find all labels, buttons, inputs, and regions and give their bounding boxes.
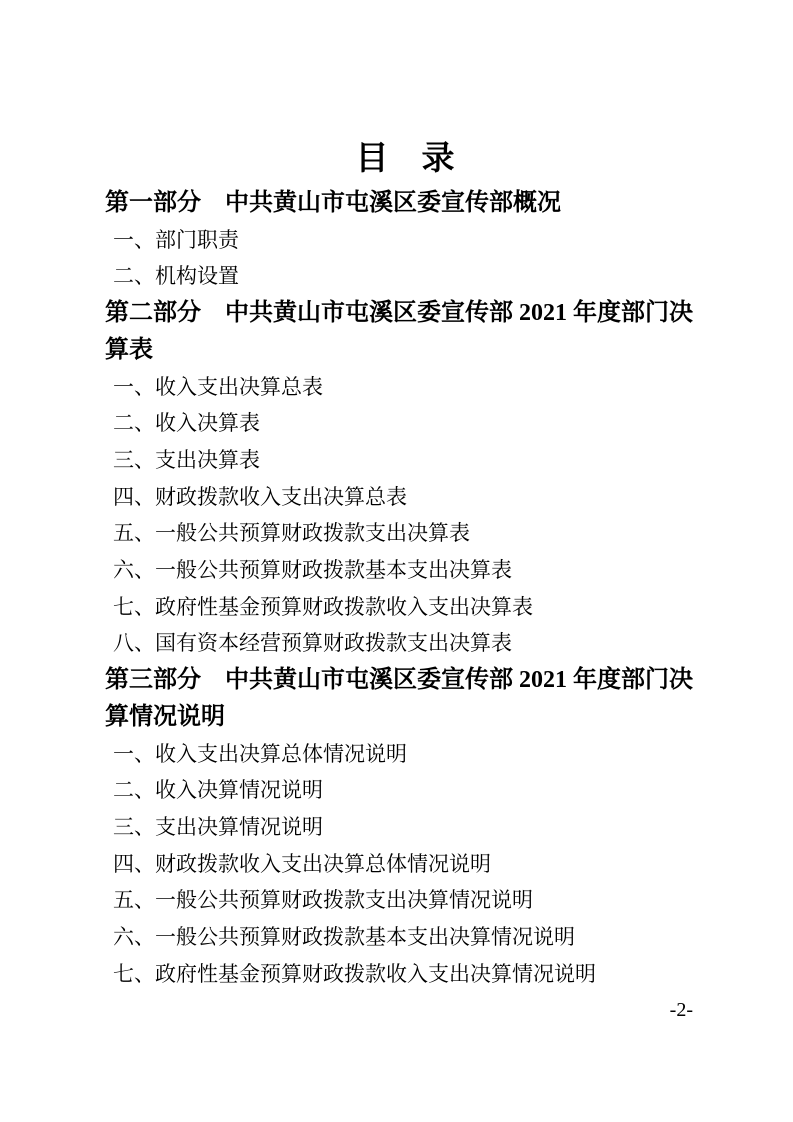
toc-item: 六、一般公共预算财政拨款基本支出决算表 bbox=[113, 558, 512, 583]
toc-item: 八、国有资本经营预算财政拨款支出决算表 bbox=[113, 631, 512, 656]
section-3-heading-line-2: 算情况说明 bbox=[105, 703, 225, 730]
toc-section-3 bbox=[105, 662, 705, 992]
toc-item: 三、支出决算表 bbox=[113, 447, 260, 472]
toc-item: 三、支出决算情况说明 bbox=[113, 814, 323, 839]
toc-section-2 bbox=[105, 295, 705, 662]
section-2-heading-line-1: 第二部分 中共黄山市屯溪区委宣传部 2021 年度部门决 bbox=[105, 300, 693, 327]
toc-item: 二、收入决算表 bbox=[113, 411, 260, 436]
toc-item: 七、政府性基金预算财政拨款收入支出决算表 bbox=[113, 594, 533, 619]
toc-item: 一、收入支出决算总表 bbox=[113, 374, 323, 399]
toc-item: 二、机构设置 bbox=[113, 264, 239, 289]
toc-item: 一、部门职责 bbox=[113, 227, 239, 252]
page-number: -2- bbox=[669, 999, 693, 1022]
toc-item: 一、收入支出决算总体情况说明 bbox=[113, 741, 407, 766]
section-1-heading: 第一部分 中共黄山市屯溪区委宣传部概况 bbox=[105, 190, 561, 216]
toc-item: 四、财政拨款收入支出决算总表 bbox=[113, 484, 407, 509]
section-3-heading-line-1: 第三部分 中共黄山市屯溪区委宣传部 2021 年度部门决 bbox=[105, 667, 693, 694]
toc-item: 六、一般公共预算财政拨款基本支出决算情况说明 bbox=[113, 925, 575, 950]
toc-section-1 bbox=[105, 185, 705, 295]
section-2-heading-line-2: 算表 bbox=[105, 336, 153, 363]
toc-item: 五、一般公共预算财政拨款支出决算表 bbox=[113, 521, 470, 546]
toc-item: 七、政府性基金预算财政拨款收入支出决算情况说明 bbox=[113, 961, 596, 986]
toc-item: 四、财政拨款收入支出决算总体情况说明 bbox=[113, 851, 491, 876]
page-title: 目 录 bbox=[355, 141, 455, 177]
toc-item: 五、一般公共预算财政拨款支出决算情况说明 bbox=[113, 888, 533, 913]
toc-item: 二、收入决算情况说明 bbox=[113, 778, 323, 803]
